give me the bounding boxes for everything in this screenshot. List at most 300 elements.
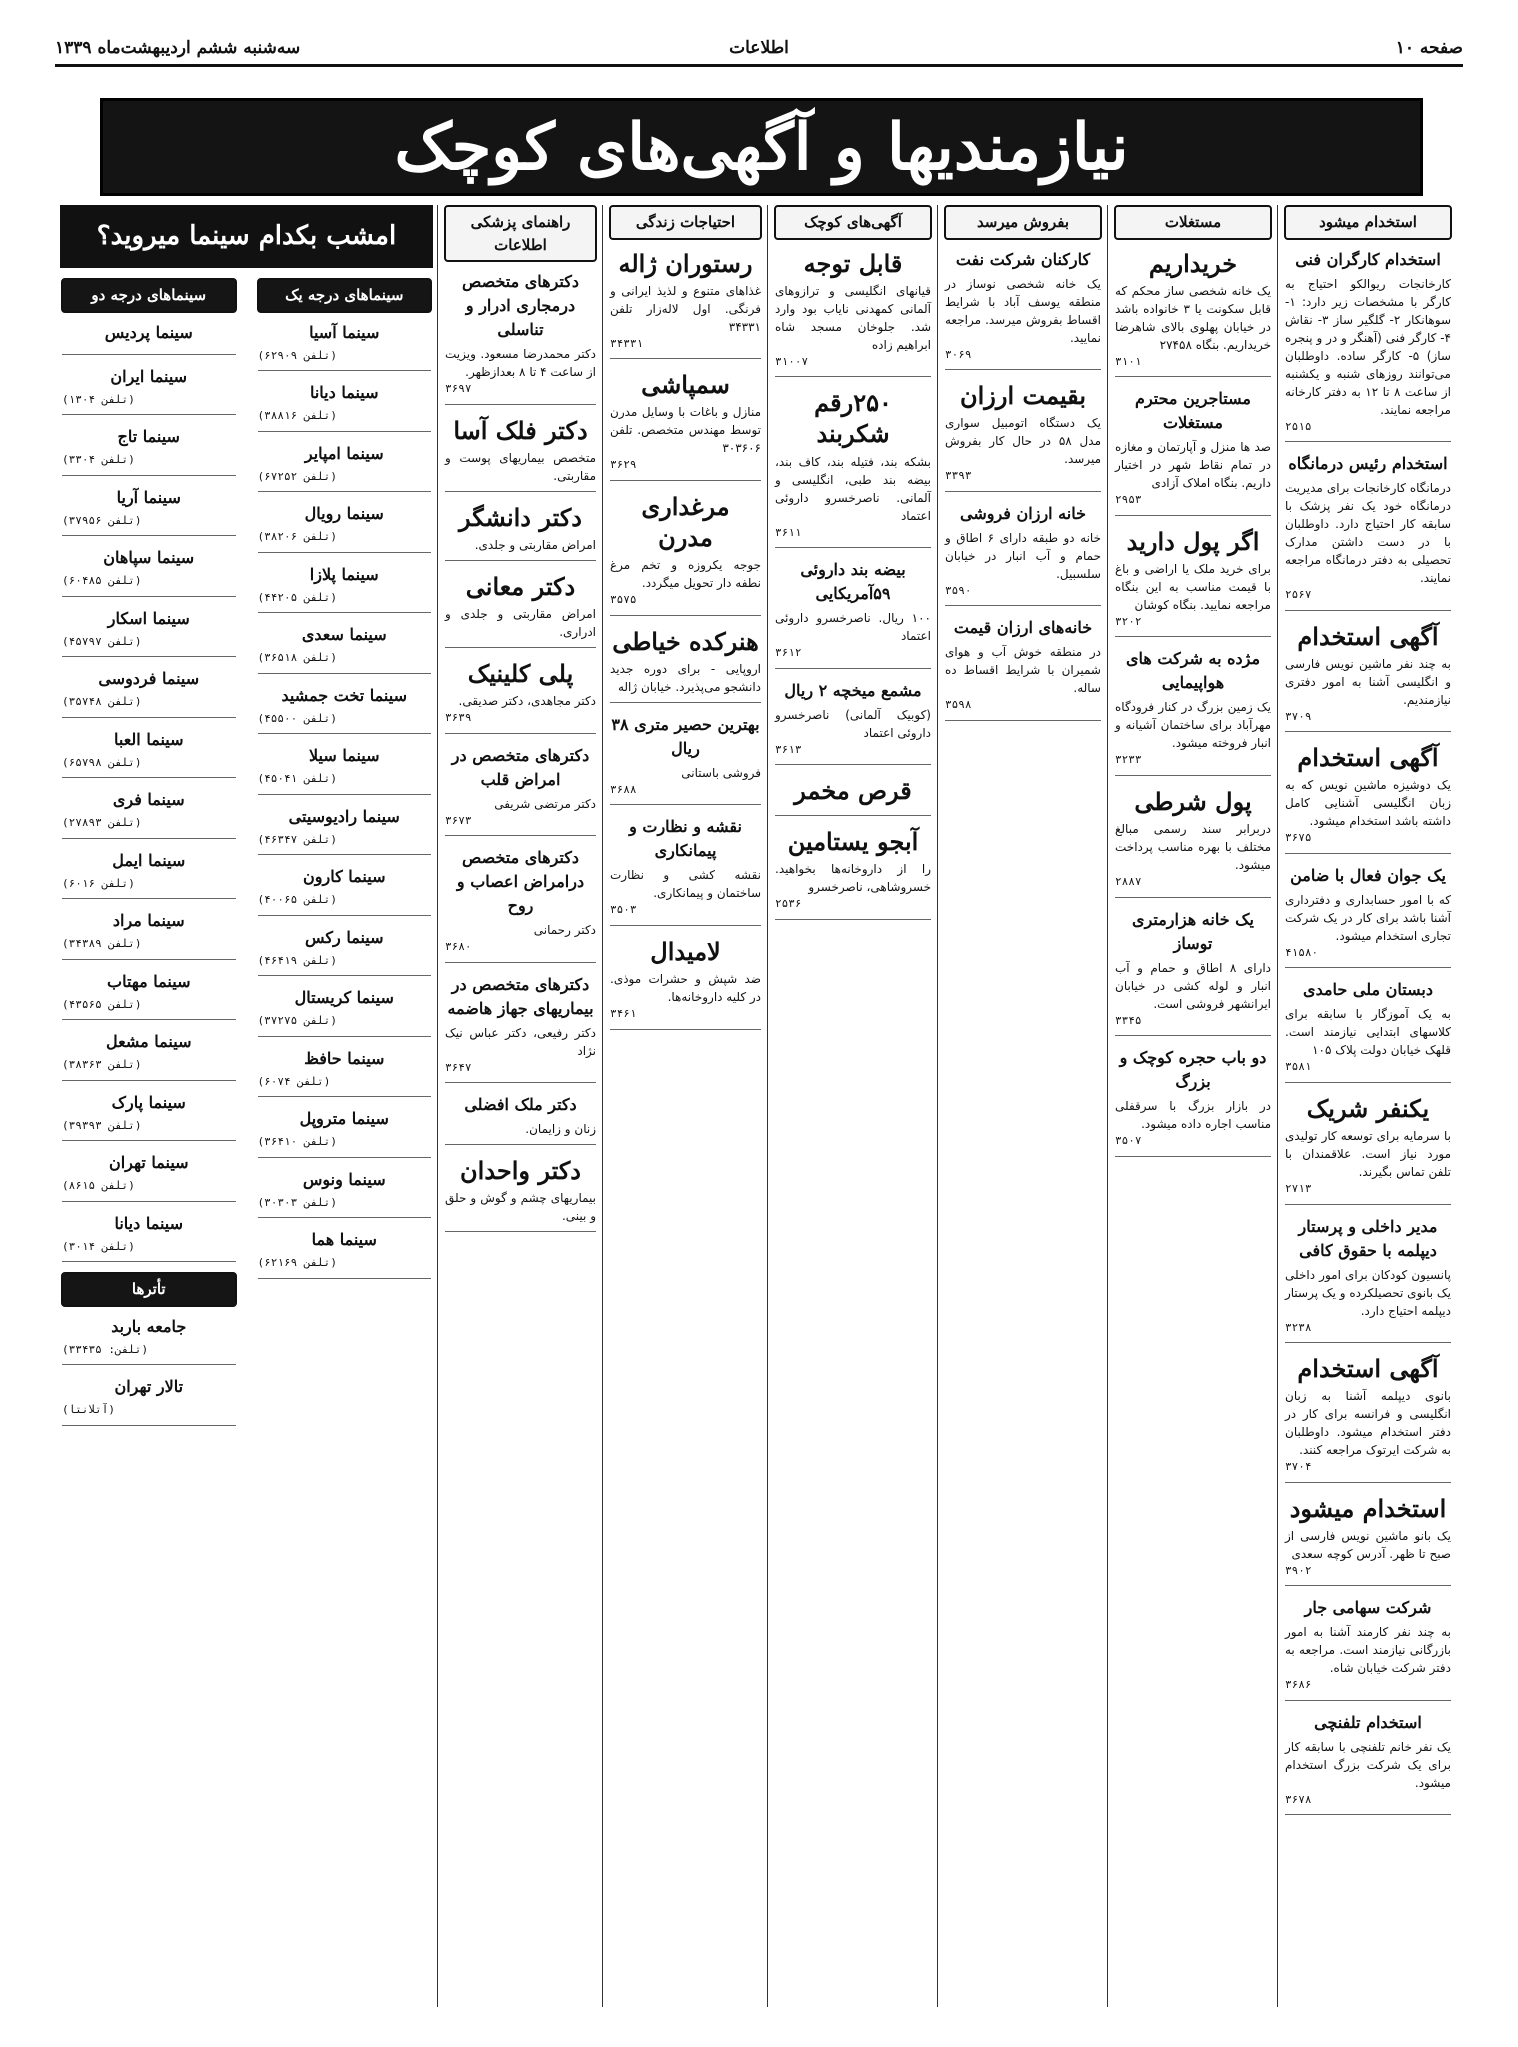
theaters-heading: تأترها bbox=[61, 1272, 237, 1307]
cinema-phone: (تلفن ۳۳۰۴) bbox=[62, 453, 135, 466]
ad-title: استخدام کارگران فنی bbox=[1295, 249, 1441, 269]
classified-ad bbox=[775, 387, 931, 548]
cinema-listing bbox=[62, 970, 236, 1021]
cinema-phone: (تلفن ۴۰۰۶۵) bbox=[257, 893, 337, 906]
ad-title: آگهی استخدام bbox=[1297, 621, 1439, 651]
cinema-listing bbox=[62, 788, 236, 839]
cinema-phone: (تلفن ۳۵۷۴۸) bbox=[62, 695, 142, 708]
cinema-name: جامعه باربد bbox=[111, 1316, 187, 1336]
cinema-listing bbox=[258, 926, 432, 977]
ad-title: دکتر واحدان bbox=[460, 1156, 581, 1186]
cinema-listing bbox=[62, 425, 236, 476]
cinema-name: سینما سعدی bbox=[301, 625, 387, 644]
masthead-rule bbox=[55, 64, 1463, 67]
ad-number: ۳۶۸۸ bbox=[610, 782, 637, 796]
cinema-listing bbox=[62, 607, 236, 658]
column-heading: راهنمای پزشکی اطلاعات bbox=[444, 205, 597, 262]
cinema-headline: امشب بکدام سینما میروید؟ bbox=[60, 205, 433, 268]
ad-title: مستاجرین محترم مستغلات bbox=[1135, 389, 1251, 433]
column-real-estate bbox=[1107, 205, 1278, 2007]
classified-ad bbox=[775, 775, 931, 816]
cinema-listing bbox=[258, 381, 432, 432]
ad-title: قابل توجه bbox=[803, 248, 903, 278]
ad-title: سمپاشی bbox=[641, 370, 730, 400]
ad-title: بقیمت ارزان bbox=[960, 381, 1086, 410]
cinema-name: سینما رویال bbox=[304, 504, 384, 523]
classified-ad bbox=[445, 270, 596, 405]
ad-body: دکتر مجاهدی، دکتر صدیقی. bbox=[458, 694, 596, 709]
ad-number: ۲۵۶۷ bbox=[1285, 588, 1312, 601]
cinema-listing bbox=[62, 486, 236, 537]
classified-ad bbox=[1115, 908, 1271, 1037]
cinema-name: سینما مهتاب bbox=[107, 971, 191, 991]
cinema-name: سینما پلازا bbox=[309, 564, 379, 584]
classified-ad bbox=[445, 571, 596, 648]
cinema-name: سینما اسکار bbox=[107, 608, 190, 628]
classified-ad bbox=[775, 826, 931, 920]
ad-title: بهترین حصیر متری ۳۸ ریال bbox=[611, 714, 760, 758]
column-for-sale bbox=[937, 205, 1108, 2007]
cinema-name: سینما امپایر bbox=[304, 443, 384, 463]
cinema-name: سینما کارون bbox=[303, 867, 386, 886]
classified-ad bbox=[610, 626, 761, 703]
cinema-phone: (تلفن ۴۴۲۰۵) bbox=[257, 590, 337, 604]
cinema-name: سینما کریستال bbox=[294, 988, 394, 1007]
cinema-listing bbox=[258, 502, 432, 553]
ad-title: اگر پول دارید bbox=[1126, 526, 1260, 556]
cinema-listing bbox=[62, 1375, 236, 1426]
classified-ad bbox=[1285, 1711, 1451, 1816]
cinema-phone: (تلفن ۴۶۴۱۹) bbox=[257, 953, 337, 967]
first-run-heading: سینماهای درجه یک bbox=[257, 278, 433, 313]
cinema-listing bbox=[62, 1212, 236, 1263]
classified-ad bbox=[445, 846, 596, 963]
cinema-listing bbox=[258, 1107, 432, 1158]
ad-title: دکتر دانشگر bbox=[459, 502, 582, 532]
cinema-name: سینما العبا bbox=[114, 729, 184, 749]
cinema-listing bbox=[62, 849, 236, 900]
ad-body: ۱۰۰ ریال. ناصرخسرو داروئی اعتماد bbox=[775, 611, 931, 644]
ad-title: نقشه و نظارت و پیمانکاری bbox=[629, 817, 742, 861]
column-heading: آگهی‌های کوچک bbox=[774, 205, 932, 240]
first-run-items bbox=[251, 321, 439, 1279]
ad-number: ۳۳۹۳ bbox=[945, 469, 972, 483]
date-line: سه‌شنبه ششم اردیبهشت‌ماه ۱۳۳۹ bbox=[55, 38, 301, 58]
second-run-items bbox=[55, 321, 243, 1263]
ad-number: ۳۶۷۸ bbox=[1285, 1792, 1312, 1806]
ad-number: ۳۶۸۰ bbox=[445, 940, 472, 954]
cinema-phone: (تلفن ۶۰۷۴) bbox=[257, 1074, 331, 1088]
ad-title: هنرکده خیاطی bbox=[612, 626, 759, 656]
ad-title: استخدام میشود bbox=[1289, 1493, 1447, 1523]
ad-number: ۳۱۰۱ bbox=[1115, 354, 1142, 368]
cinema-phone: (تلفن ۴۵۵۰۰) bbox=[257, 711, 337, 725]
paper-name: اطلاعات bbox=[729, 38, 789, 58]
ad-number: ۲۹۵۳ bbox=[1115, 493, 1142, 507]
classified-ad bbox=[1285, 1596, 1451, 1701]
ad-body: (کوبیک آلمانی) ناصرخسرو داروئی اعتماد bbox=[775, 707, 931, 740]
column-heading: مستغلات bbox=[1114, 205, 1272, 240]
section-banner: نیازمندیها و آگهی‌های کوچک bbox=[100, 98, 1423, 196]
ad-title: استخدام تلفنچی bbox=[1314, 1712, 1422, 1732]
theater-items bbox=[55, 1315, 243, 1426]
cinema-listing bbox=[258, 1047, 432, 1098]
cinema-name: سینما آسیا bbox=[309, 322, 380, 342]
ad-title: خریداریم bbox=[1148, 248, 1238, 278]
ad-number: ۲۷۱۳ bbox=[1285, 1182, 1312, 1196]
cinema-phone: (تلفن ۳۶۴۱۰) bbox=[257, 1135, 337, 1148]
ad-number: ۳۲۰۲ bbox=[1115, 614, 1142, 628]
ad-title: خانه ارزان فروشی bbox=[960, 503, 1086, 523]
classified-ad bbox=[445, 1155, 596, 1232]
ad-title: دکترهای متخصص در امراض قلب bbox=[451, 745, 590, 789]
ad-number: ۳۶۳۹ bbox=[445, 711, 472, 725]
cinema-phone: (تلفن ۸۶۱۵) bbox=[62, 1179, 135, 1192]
cinema-listing bbox=[258, 1228, 432, 1279]
classified-ad bbox=[445, 1093, 596, 1145]
cinema-name: سینما سیلا bbox=[308, 746, 380, 765]
ad-title: استخدام رئیس درمانگاه bbox=[1288, 454, 1448, 473]
ad-body: دکتر محمدرضا مسعود. ویزیت از ساعت ۴ تا ۸ بعدازظهر. bbox=[445, 347, 596, 379]
ad-number: ۳۲۳۸ bbox=[1285, 1320, 1312, 1334]
ad-body: متخصص بیماریهای پوست و مقاربتی. bbox=[445, 450, 596, 483]
classified-ad bbox=[775, 558, 931, 669]
classified-ad bbox=[1115, 647, 1271, 776]
cinema-phone: (تلفن ۳۸۳۶۳) bbox=[62, 1058, 142, 1071]
ad-body: به چند نفر کارمند آشنا به امور بازرگانی نیازمند است. مراجعه به دفتر شرکت خیابان شاه. bbox=[1285, 1625, 1451, 1676]
cinema-phone: (تلفن ۲۷۸۹۳) bbox=[62, 816, 142, 829]
cinema-phone: (تلفن ۶۵۷۹۸) bbox=[62, 755, 142, 769]
ad-body: با سرمایه برای توسعه کار تولیدی مورد نیاز است. علاقمندان با تلفن تماس بگیرند. bbox=[1285, 1129, 1451, 1180]
ad-number: ۳۶۱۲ bbox=[775, 646, 802, 660]
cinema-phone: (تلفن ۶۷۲۵۲) bbox=[257, 469, 337, 483]
classified-ad bbox=[610, 713, 761, 806]
ad-title: دکتر فلک آسا bbox=[453, 415, 588, 445]
ad-number: ۳۴۶۱ bbox=[610, 1007, 637, 1021]
cinema-name: سینما فری bbox=[112, 790, 185, 809]
ad-title: قرص مخمر bbox=[794, 776, 912, 806]
ad-title: خانه‌های ارزان قیمت bbox=[953, 618, 1093, 638]
classified-ad bbox=[945, 380, 1101, 492]
ad-body: ضد شپش و حشرات موذی. در کلیه داروخانه‌ها. bbox=[610, 972, 761, 1005]
ad-number: ۳۱۰۰۷ bbox=[775, 354, 809, 368]
ad-number: ۲۸۸۷ bbox=[1115, 875, 1142, 889]
cinema-name: تالار تهران bbox=[114, 1377, 184, 1396]
ad-title: مشمع میخچه ۲ ریال bbox=[784, 680, 922, 700]
cinema-listing bbox=[258, 1168, 432, 1219]
classified-ad bbox=[1285, 1215, 1451, 1344]
cinema-name: سینما پردیس bbox=[104, 322, 193, 342]
ad-body: را از داروخانه‌ها بخواهید. خسروشاهی، ناصرخسرو bbox=[775, 862, 931, 895]
cinema-phone: (تلفن ۳۷۹۵۶) bbox=[62, 513, 142, 527]
ad-title: پول شرطی bbox=[1134, 786, 1252, 816]
cinema-lists bbox=[55, 278, 438, 1436]
cinema-phone: (تلفن ۱۳۰۴) bbox=[62, 392, 135, 406]
cinema-phone: (تلفن ۴۵۷۹۷) bbox=[62, 634, 142, 648]
cinema-name: سینما مراد bbox=[112, 911, 185, 930]
ad-body: بشکه بند، فتیله بند، کاف بند، بیضه بند طبی، انگلیسی و آلمانی. ناصرخسرو داروئی اعتماد bbox=[775, 454, 931, 523]
cinema-listing bbox=[258, 563, 432, 614]
cinema-name: سینما مشعل bbox=[106, 1032, 192, 1051]
ad-number: ۳۴۳۳۱ bbox=[610, 336, 644, 350]
column-cinema bbox=[55, 205, 438, 2007]
cinema-name: سینما تخت جمشید bbox=[281, 685, 407, 705]
ad-body: دارای ۸ اطاق و حمام و آب انبار و لوله کشی در خیابان ایرانشهر فروشی است. bbox=[1115, 960, 1271, 1011]
ad-body: منازل و باغات با وسایل مدرن توسط مهندس متخصص. تلفن ۳۰۳۶۰۶ bbox=[610, 405, 761, 456]
ad-body: یک دوشیزه ماشین نویس که به زبان انگلیسی آشنایی کامل داشته باشد استخدام میشود. bbox=[1285, 778, 1451, 829]
classified-ad bbox=[445, 502, 596, 561]
classified-ad bbox=[610, 369, 761, 481]
cinema-listing bbox=[62, 1030, 236, 1081]
ad-body: دربرابر سند رسمی مبالغ مختلف با بهره مناسب پرداخت میشود. bbox=[1115, 822, 1271, 873]
cinema-phone: (تلفن ۳۶۵۱۸) bbox=[257, 651, 337, 664]
cinema-name: سینما فردوسی bbox=[98, 669, 200, 688]
ad-number: ۳۳۴۵ bbox=[1115, 1013, 1142, 1027]
ad-title: دکتر ملک افضلی bbox=[464, 1095, 577, 1115]
column-heading: استخدام میشود bbox=[1284, 205, 1452, 240]
cinema-name: سینما هما bbox=[311, 1230, 377, 1249]
ad-number: ۴۱۵۸۰ bbox=[1285, 945, 1319, 959]
classified-ad bbox=[1285, 1493, 1451, 1587]
ad-body: یک نفر خانم تلفنچی با سابقه کار برای یک شرکت بزرگ استخدام میشود. bbox=[1285, 1739, 1451, 1790]
ad-title: یکنفر شریک bbox=[1306, 1093, 1430, 1123]
cinema-phone: (تلفن ۴۵۰۴۱) bbox=[257, 772, 337, 785]
ad-body: که با امور حسابداری و دفترداری آشنا باشد برای کار در یک شرکت تجاری استخدام میشود. bbox=[1285, 892, 1451, 943]
column-employment bbox=[1277, 205, 1458, 2007]
ad-body: در منطقه خوش آب و هوای شمیران با شرایط اقساط ده ساله. bbox=[945, 645, 1101, 696]
cinema-name: سینما رادیوسیتی bbox=[288, 806, 400, 826]
ad-title: پلی کلینیک bbox=[467, 659, 574, 689]
cinema-name: سینما رکس bbox=[305, 927, 384, 947]
cinema-listing bbox=[62, 365, 236, 416]
cinema-phone: (تلفن ۶۰۴۸۵) bbox=[62, 574, 142, 587]
classified-ad bbox=[1285, 742, 1451, 854]
cinema-listing bbox=[62, 909, 236, 960]
ad-body: صد ها منزل و آپارتمان و مغازه در تمام نقاط شهر در اختیار داریم. بنگاه املاک آزادی bbox=[1115, 440, 1271, 491]
cinema-name: سینما آریا bbox=[116, 487, 181, 507]
ad-body: خانه دو طبقه دارای ۶ اطاق و حمام و آب انبار در خیابان سلسبیل. bbox=[945, 530, 1101, 581]
ad-number: ۳۵۹۰ bbox=[945, 583, 972, 597]
classified-ad bbox=[445, 744, 596, 837]
classified-ad bbox=[610, 936, 761, 1030]
ad-number: ۲۵۱۵ bbox=[1285, 419, 1312, 433]
classified-ad bbox=[1115, 1046, 1271, 1157]
ad-number: ۳۹۰۲ bbox=[1285, 1563, 1312, 1577]
ad-body: امراض مقاربتی و جلدی و ادراری. bbox=[445, 607, 596, 640]
ad-number: ۳۵۸۱ bbox=[1285, 1060, 1312, 1074]
column-life-needs bbox=[602, 205, 768, 2007]
ad-body: دکتر مرتضی شریفی bbox=[494, 796, 596, 811]
ad-body: دکتر رفیعی، دکتر عباس نیک نژاد bbox=[445, 1025, 596, 1058]
ad-number: ۳۶۷۳ bbox=[445, 813, 472, 827]
cinema-phone: (تلفن ۳۸۲۰۶) bbox=[257, 530, 337, 543]
ad-number: ۳۲۳۳ bbox=[1115, 753, 1142, 767]
ad-number: ۳۶۲۹ bbox=[610, 458, 637, 472]
ad-title: آبجو یستامین bbox=[787, 827, 919, 857]
ad-body: یک دستگاه اتومبیل سواری مدل ۵۸ در حال کار بفروش میرسد. bbox=[945, 416, 1101, 467]
cinema-listing bbox=[258, 442, 432, 493]
ad-title: یک خانه هزارمتری توساز bbox=[1132, 909, 1254, 953]
ad-title: شرکت سهامی جار bbox=[1304, 1598, 1432, 1618]
classified-ad bbox=[945, 248, 1101, 371]
ad-title: دکترهای متخصص درمجاری ادرار و تناسلی bbox=[461, 272, 579, 339]
ad-number: ۳۶۹۷ bbox=[445, 382, 472, 395]
ad-title: کارکنان شرکت نفت bbox=[955, 249, 1091, 269]
ad-body: بانوی دیپلمه آشنا به زبان انگلیسی و فرانسه برای کار در دفتر استخدام میشود. داوطلبان به شرکت ایرتوک مراجعه کنند. bbox=[1285, 1389, 1451, 1458]
classified-ad bbox=[445, 658, 596, 734]
ad-number: ۳۶۷۵ bbox=[1285, 831, 1312, 845]
ad-number: ۳۷۰۹ bbox=[1285, 709, 1312, 723]
ad-body: جوجه یکروزه و تخم مرغ نطفه دار تحویل میگردد. bbox=[610, 558, 761, 591]
ad-body: یک بانو ماشین نویس فارسی از صبح تا ظهر. آدرس کوچه سعدی bbox=[1285, 1528, 1451, 1561]
ad-body: یک خانه شخصی ساز محکم که قابل سکونت یا ۳ خانواده باشد در خیابان پهلوی بالای شاهرضا خریداریم. بنگاه ۲۷۴۵۸ bbox=[1115, 283, 1272, 352]
cinema-name: سینما تهران bbox=[108, 1153, 189, 1172]
column-heading: بفروش میرسد bbox=[944, 205, 1102, 240]
ad-body: در بازار بزرگ با سرقفلی مناسب اجاره داده میشود. bbox=[1115, 1099, 1271, 1132]
cinema-name: سینما ایران bbox=[110, 366, 188, 386]
ad-title: دکتر معانی bbox=[465, 571, 576, 601]
ad-title: آگهی استخدام bbox=[1297, 743, 1439, 773]
classified-ad bbox=[1115, 387, 1271, 516]
ad-body: یک خانه شخصی نوساز در منطقه یوسف آباد با شرایط اقساط بفروش میرسد. مراجعه نمایید. bbox=[945, 276, 1101, 345]
ad-body: اروپایی - برای دوره جدید دانشجو می‌پذیرد. خیابان ژاله bbox=[610, 661, 761, 694]
ad-body: امراض مقاربتی و جلدی. bbox=[474, 537, 596, 552]
cinema-name: سینما متروپل bbox=[299, 1109, 389, 1128]
cinema-name: سینما پارک bbox=[111, 1092, 186, 1112]
cinema-phone: (تلفن: ۳۳۴۳۵) bbox=[62, 1342, 149, 1356]
ad-title: رستوران ژاله bbox=[618, 248, 753, 278]
cinema-phone: (تلفن ۳۸۸۱۶) bbox=[257, 409, 337, 422]
cinema-phone: (تلفن ۶۲۱۶۹) bbox=[257, 1256, 337, 1269]
cinema-name: سینما سپاهان bbox=[103, 548, 195, 567]
cinema-name: سینما دیانا bbox=[309, 383, 379, 402]
cinema-listing bbox=[62, 1151, 236, 1202]
classified-ad bbox=[1285, 864, 1451, 969]
cinema-phone: (تلفن ۶۲۹۰۹) bbox=[257, 348, 337, 362]
classified-ad bbox=[610, 815, 761, 926]
cinema-phone: (تلفن ۶۰۱۶) bbox=[62, 876, 135, 890]
column-medical-guide bbox=[437, 205, 603, 2007]
ad-number: ۳۵۷۵ bbox=[610, 593, 637, 607]
cinema-phone: (آتلانتا) bbox=[62, 1403, 115, 1416]
cinema-name: سینما دیانا bbox=[114, 1213, 184, 1233]
cinema-listing bbox=[62, 667, 236, 718]
ad-body: درمانگاه کارخانجات برای مدیریت درمانگاه خود یک نفر پزشک با سابقه کار احتیاج دارد. داوطلبان با در دست داشتن مدارک تحصیلی به دفتر درمانگاه مراجعه نمایند. bbox=[1285, 481, 1451, 585]
cinema-listing bbox=[62, 728, 236, 779]
ad-number: ۳۶۴۷ bbox=[445, 1060, 472, 1074]
ad-body: قیانهای انگلیسی و ترازوهای آلمانی کمهدنی نایاب بود وارد شد. جلوخان مسجد شاه ابراهیم زاده bbox=[775, 283, 931, 352]
cinema-phone: (تلفن ۳۹۳۹۳) bbox=[62, 1118, 142, 1132]
classified-ad bbox=[610, 248, 761, 360]
classified-ad bbox=[610, 491, 761, 616]
ad-number: ۲۵۳۶ bbox=[775, 897, 802, 911]
cinema-phone: (تلفن ۳۷۲۷۵) bbox=[257, 1014, 337, 1027]
cinema-listing bbox=[258, 805, 432, 856]
cinema-name: سینما ایمل bbox=[112, 850, 186, 870]
first-run-list bbox=[251, 278, 439, 1436]
cinema-listing bbox=[258, 865, 432, 916]
cinema-listing bbox=[62, 1091, 236, 1142]
ad-body: به یک آموزگار با سابقه برای کلاسهای ابتدایی نیازمند است. قلهک خیابان دولت پلاک ۱۰۵ bbox=[1285, 1007, 1451, 1058]
page-label: صفحه ۱۰ bbox=[1395, 38, 1463, 58]
cinema-name: سینما تاج bbox=[117, 427, 180, 446]
ad-body: دکتر رحمانی bbox=[533, 923, 596, 938]
ad-number: ۳۵۹۸ bbox=[945, 698, 972, 712]
ad-number: ۳۶۸۶ bbox=[1285, 1678, 1312, 1692]
ad-title: مدیر داخلی و پرستار دیپلمه با حقوق کافی bbox=[1298, 1216, 1438, 1260]
ad-body: کارخانجات ریوالکو احتیاج به کارگر با مشخصات زیر دارد: ۱- سوهانکار ۲- گلگیر ساز ۳- نقاش ۴- کارگر فنی (آهنگر و در و پنجره ساز) ۵- کارگر ساده. داوطلبان می‌توانند روزهای شنبه و یکشنبه از ساعت ۸ تا ۱۲ به دفتر کارخانه مراجعه نمایند. bbox=[1285, 276, 1451, 417]
ad-title: ۲۵۰رقم شکربند bbox=[814, 388, 892, 449]
ad-body: برای خرید ملک یا اراضی و باغ با قیمت مناسب به این بنگاه مراجعه نمایید. بنگاه کوشان bbox=[1115, 561, 1271, 612]
ad-title: مرغداری مدرن bbox=[641, 491, 730, 553]
masthead-bar bbox=[55, 38, 1463, 62]
cinema-name: سینما ونوس bbox=[302, 1169, 386, 1189]
classified-ad bbox=[945, 616, 1101, 721]
second-run-list bbox=[55, 278, 243, 1436]
classified-ad bbox=[1115, 248, 1271, 378]
cinema-listing bbox=[62, 1315, 236, 1366]
cinema-listing bbox=[258, 321, 432, 372]
classified-ad bbox=[1285, 452, 1451, 611]
cinema-phone: (تلفن ۳۰۱۴) bbox=[62, 1239, 135, 1253]
classified-ad bbox=[1285, 621, 1451, 733]
classified-ad bbox=[445, 973, 596, 1084]
ad-title: یک جوان فعال با ضامن bbox=[1290, 865, 1446, 885]
ad-number: ۳۶۱۳ bbox=[775, 742, 802, 756]
column-heading: احتیاجات زندگی bbox=[609, 205, 762, 240]
cinema-phone: (تلفن ۴۶۳۴۷) bbox=[257, 832, 337, 846]
cinema-phone: (تلفن ۳۴۳۸۹) bbox=[62, 937, 142, 950]
ad-title: دکترهای متخصص درامراض اعصاب و روح bbox=[456, 848, 585, 916]
classified-ad bbox=[445, 415, 596, 492]
ad-body: به چند نفر ماشین نویس فارسی و انگلیسی آشنا به امور دفتری نیازمندیم. bbox=[1285, 656, 1451, 707]
ad-title: دو باب حجره کوچک و بزرگ bbox=[1119, 1048, 1267, 1092]
ad-body: بیماریهای چشم و گوش و حلق و بینی. bbox=[445, 1191, 596, 1224]
ad-body: زنان و زایمان. bbox=[525, 1122, 596, 1137]
classified-ad bbox=[1285, 978, 1451, 1083]
column-small-ads bbox=[767, 205, 938, 2007]
ad-number: ۳۵۰۷ bbox=[1115, 1134, 1142, 1148]
cinema-name: سینما حافظ bbox=[304, 1048, 385, 1068]
classified-ad bbox=[775, 248, 931, 378]
ad-title: دکترهای متخصص در بیماریهای جهاز هاضمه bbox=[447, 974, 594, 1018]
cinema-phone: (تلفن ۴۳۵۶۵) bbox=[62, 997, 142, 1011]
ad-number: ۳۵۰۳ bbox=[610, 903, 637, 917]
ad-title: بیضه بند داروئی ۵۹آمریکایی bbox=[800, 560, 906, 604]
classified-ad bbox=[1115, 526, 1271, 638]
cinema-listing bbox=[62, 546, 236, 597]
cinema-listing bbox=[258, 744, 432, 795]
classified-ad bbox=[1115, 786, 1271, 898]
second-run-heading: سینماهای درجه دو bbox=[61, 278, 237, 313]
ad-number: ۳۶۱۱ bbox=[775, 525, 802, 539]
classified-ad bbox=[1285, 1353, 1451, 1483]
classified-ad bbox=[775, 679, 931, 766]
ad-number: ۳۰۶۹ bbox=[945, 347, 972, 361]
ad-number: ۳۷۰۴ bbox=[1285, 1460, 1312, 1474]
classifieds-area bbox=[55, 205, 1458, 2007]
cinema-listing bbox=[258, 986, 432, 1037]
ad-title: مژده به شرکت های هواپیمایی bbox=[1125, 649, 1261, 693]
cinema-listing bbox=[258, 623, 432, 674]
cinema-listing bbox=[62, 321, 236, 355]
classified-ad bbox=[945, 502, 1101, 607]
classified-ad bbox=[1285, 248, 1451, 443]
cinema-phone: (تلفن ۳۰۳۰۳) bbox=[257, 1195, 337, 1209]
ad-title: دبستان ملی حامدی bbox=[1303, 980, 1433, 1000]
ad-body: غذاهای متنوع و لذیذ ایرانی و فرنگی. اول لاله‌زار تلفن ۳۴۳۳۱ bbox=[610, 283, 761, 334]
cinema-listing bbox=[258, 684, 432, 735]
